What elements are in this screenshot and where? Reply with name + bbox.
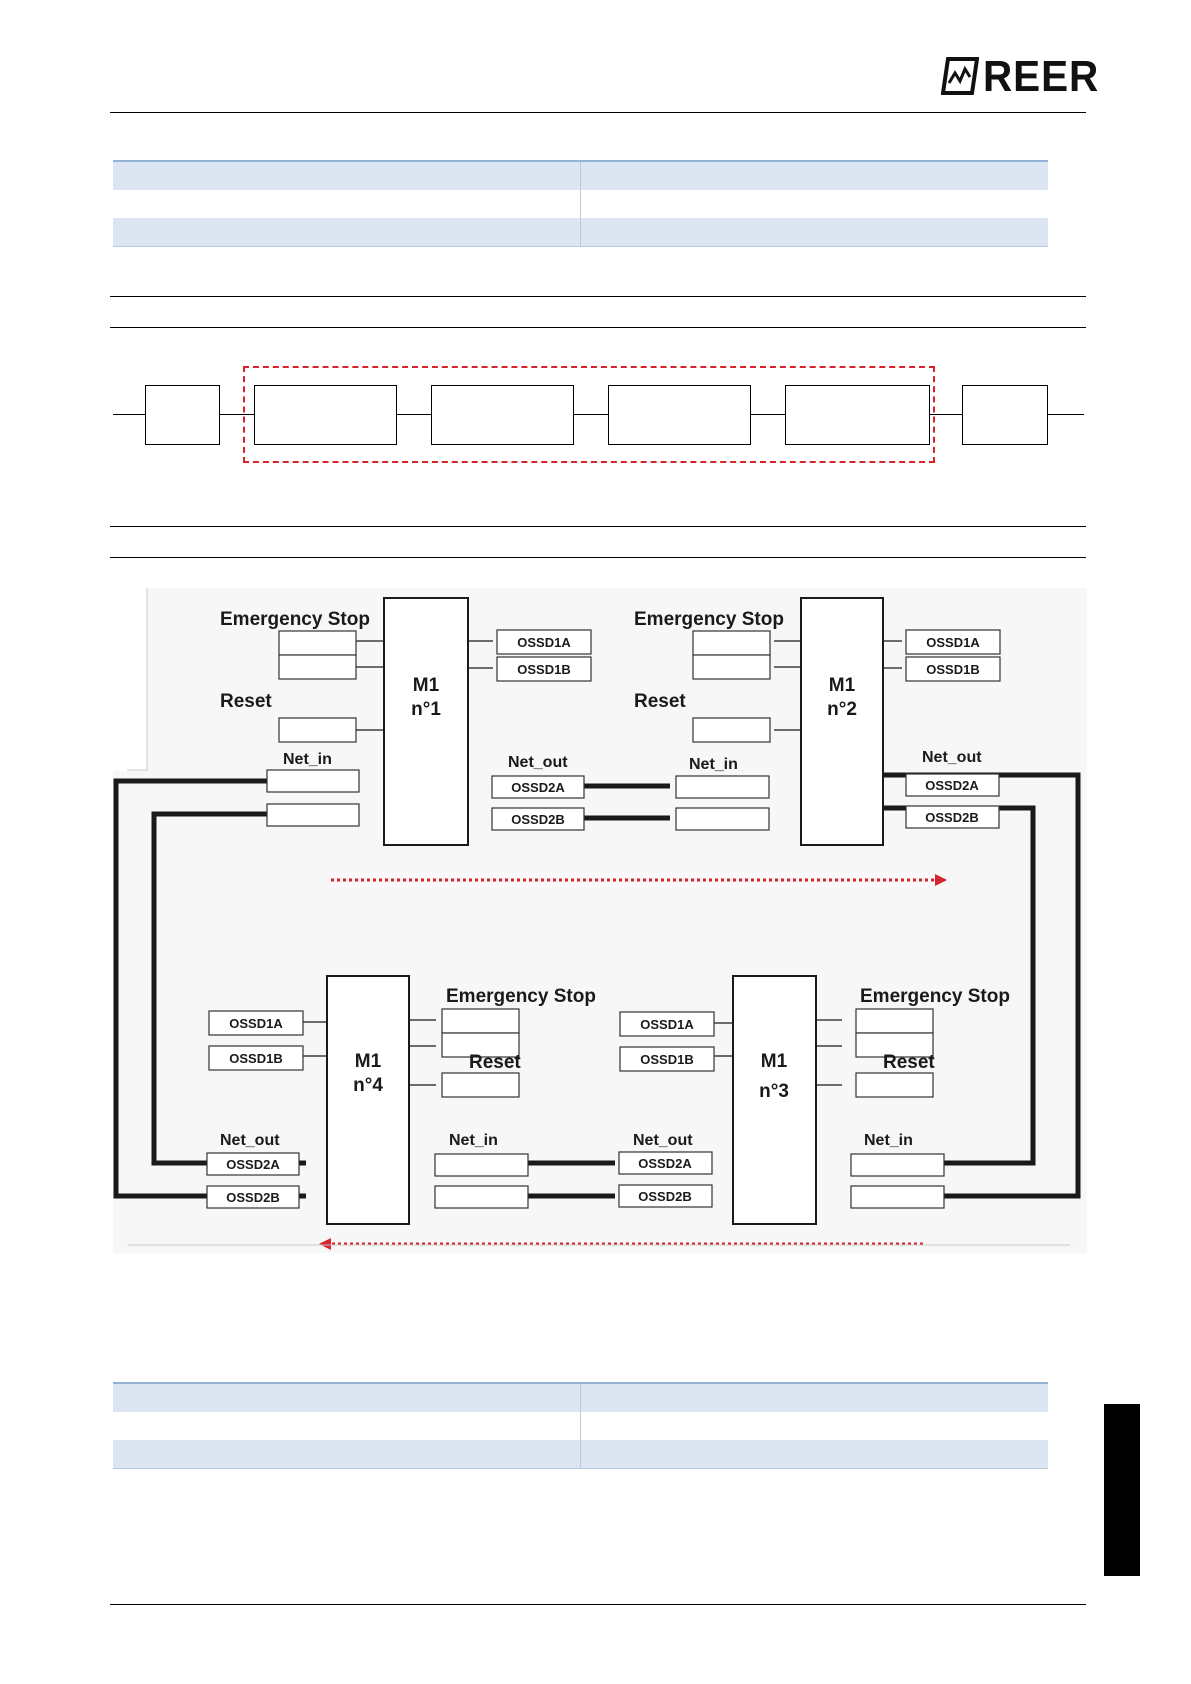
ossd-label: OSSD2B [511, 812, 565, 827]
ossd-label: OSSD2B [226, 1190, 280, 1205]
table-cell [113, 1412, 581, 1440]
module-title: M1 [354, 1051, 382, 1072]
estop-label: Emergency Stop [634, 609, 784, 630]
table-row [113, 1412, 1048, 1440]
table-cell [113, 1383, 581, 1412]
section-rule [110, 557, 1086, 558]
module-title: M1 [412, 675, 440, 696]
brand-name: REER [983, 52, 1100, 101]
module-number: n°1 [411, 699, 441, 720]
ossd-label: OSSD1B [229, 1051, 283, 1066]
module-number: n°2 [827, 699, 857, 720]
table-row [113, 190, 1048, 218]
table-cell [581, 1412, 1049, 1440]
language-side-tab [1104, 1404, 1140, 1576]
ossd-label: OSSD1A [229, 1016, 283, 1031]
table-cell [581, 161, 1049, 190]
table-row [113, 218, 1048, 247]
chain-block [962, 385, 1048, 445]
net-in-label: Net_in [864, 1132, 913, 1149]
ossd-label: OSSD1B [640, 1052, 694, 1067]
net-in-label: Net_in [449, 1132, 498, 1149]
reset-label: Reset [634, 691, 686, 712]
chain-connector [113, 414, 146, 415]
table-cell [113, 161, 581, 190]
header-rule [110, 112, 1086, 113]
table-cell [581, 218, 1049, 247]
module-box [327, 976, 409, 1224]
net-out-label: Net_out [220, 1132, 280, 1149]
module-number: n°4 [353, 1075, 383, 1096]
ossd-label: OSSD2A [638, 1156, 692, 1171]
net-out-label: Net_out [922, 749, 982, 766]
ossd-label: OSSD2B [925, 810, 979, 825]
ossd-label: OSSD1A [517, 635, 571, 650]
bottom-table [113, 1382, 1048, 1469]
ossd-label: OSSD1A [926, 635, 980, 650]
reset-label: Reset [883, 1052, 935, 1073]
chain-connector [1048, 414, 1084, 415]
table-cell [581, 1383, 1049, 1412]
table-row [113, 1383, 1048, 1412]
section-rule [110, 526, 1086, 527]
module-box [801, 598, 883, 845]
reset-label: Reset [469, 1052, 521, 1073]
table-cell [113, 190, 581, 218]
section-rule [110, 296, 1086, 297]
estop-label: Emergency Stop [446, 986, 596, 1007]
estop-label: Emergency Stop [220, 609, 370, 630]
table-row [113, 1440, 1048, 1469]
module-title: M1 [760, 1051, 788, 1072]
ossd-label: OSSD2B [638, 1189, 692, 1204]
net-out-label: Net_out [633, 1132, 693, 1149]
net-in-label: Net_in [689, 756, 738, 773]
section-rule [110, 327, 1086, 328]
network-schematic [113, 588, 1087, 1253]
table-cell [113, 1440, 581, 1469]
chain-block [145, 385, 220, 445]
ossd-label: OSSD2A [226, 1157, 280, 1172]
dashed-frame [243, 366, 935, 463]
ossd-label: OSSD1B [926, 662, 980, 677]
schematic-svg [113, 588, 1087, 1253]
top-table [113, 160, 1048, 247]
net-in-label: Net_in [283, 751, 332, 768]
ossd-label: OSSD1B [517, 662, 571, 677]
table-cell [581, 190, 1049, 218]
module-box [384, 598, 468, 845]
reset-label: Reset [220, 691, 272, 712]
table-cell [113, 218, 581, 247]
ossd-label: OSSD2A [511, 780, 565, 795]
table-row [113, 161, 1048, 190]
table-cell [581, 1440, 1049, 1469]
reer-logo-icon [941, 57, 979, 95]
ossd-label: OSSD1A [640, 1017, 694, 1032]
module-number: n°3 [759, 1081, 789, 1102]
net-out-label: Net_out [508, 754, 568, 771]
footer-rule [110, 1604, 1086, 1605]
module-title: M1 [828, 675, 856, 696]
ossd-label: OSSD2A [925, 778, 979, 793]
reer-logo [941, 52, 1100, 101]
estop-label: Emergency Stop [860, 986, 1010, 1007]
